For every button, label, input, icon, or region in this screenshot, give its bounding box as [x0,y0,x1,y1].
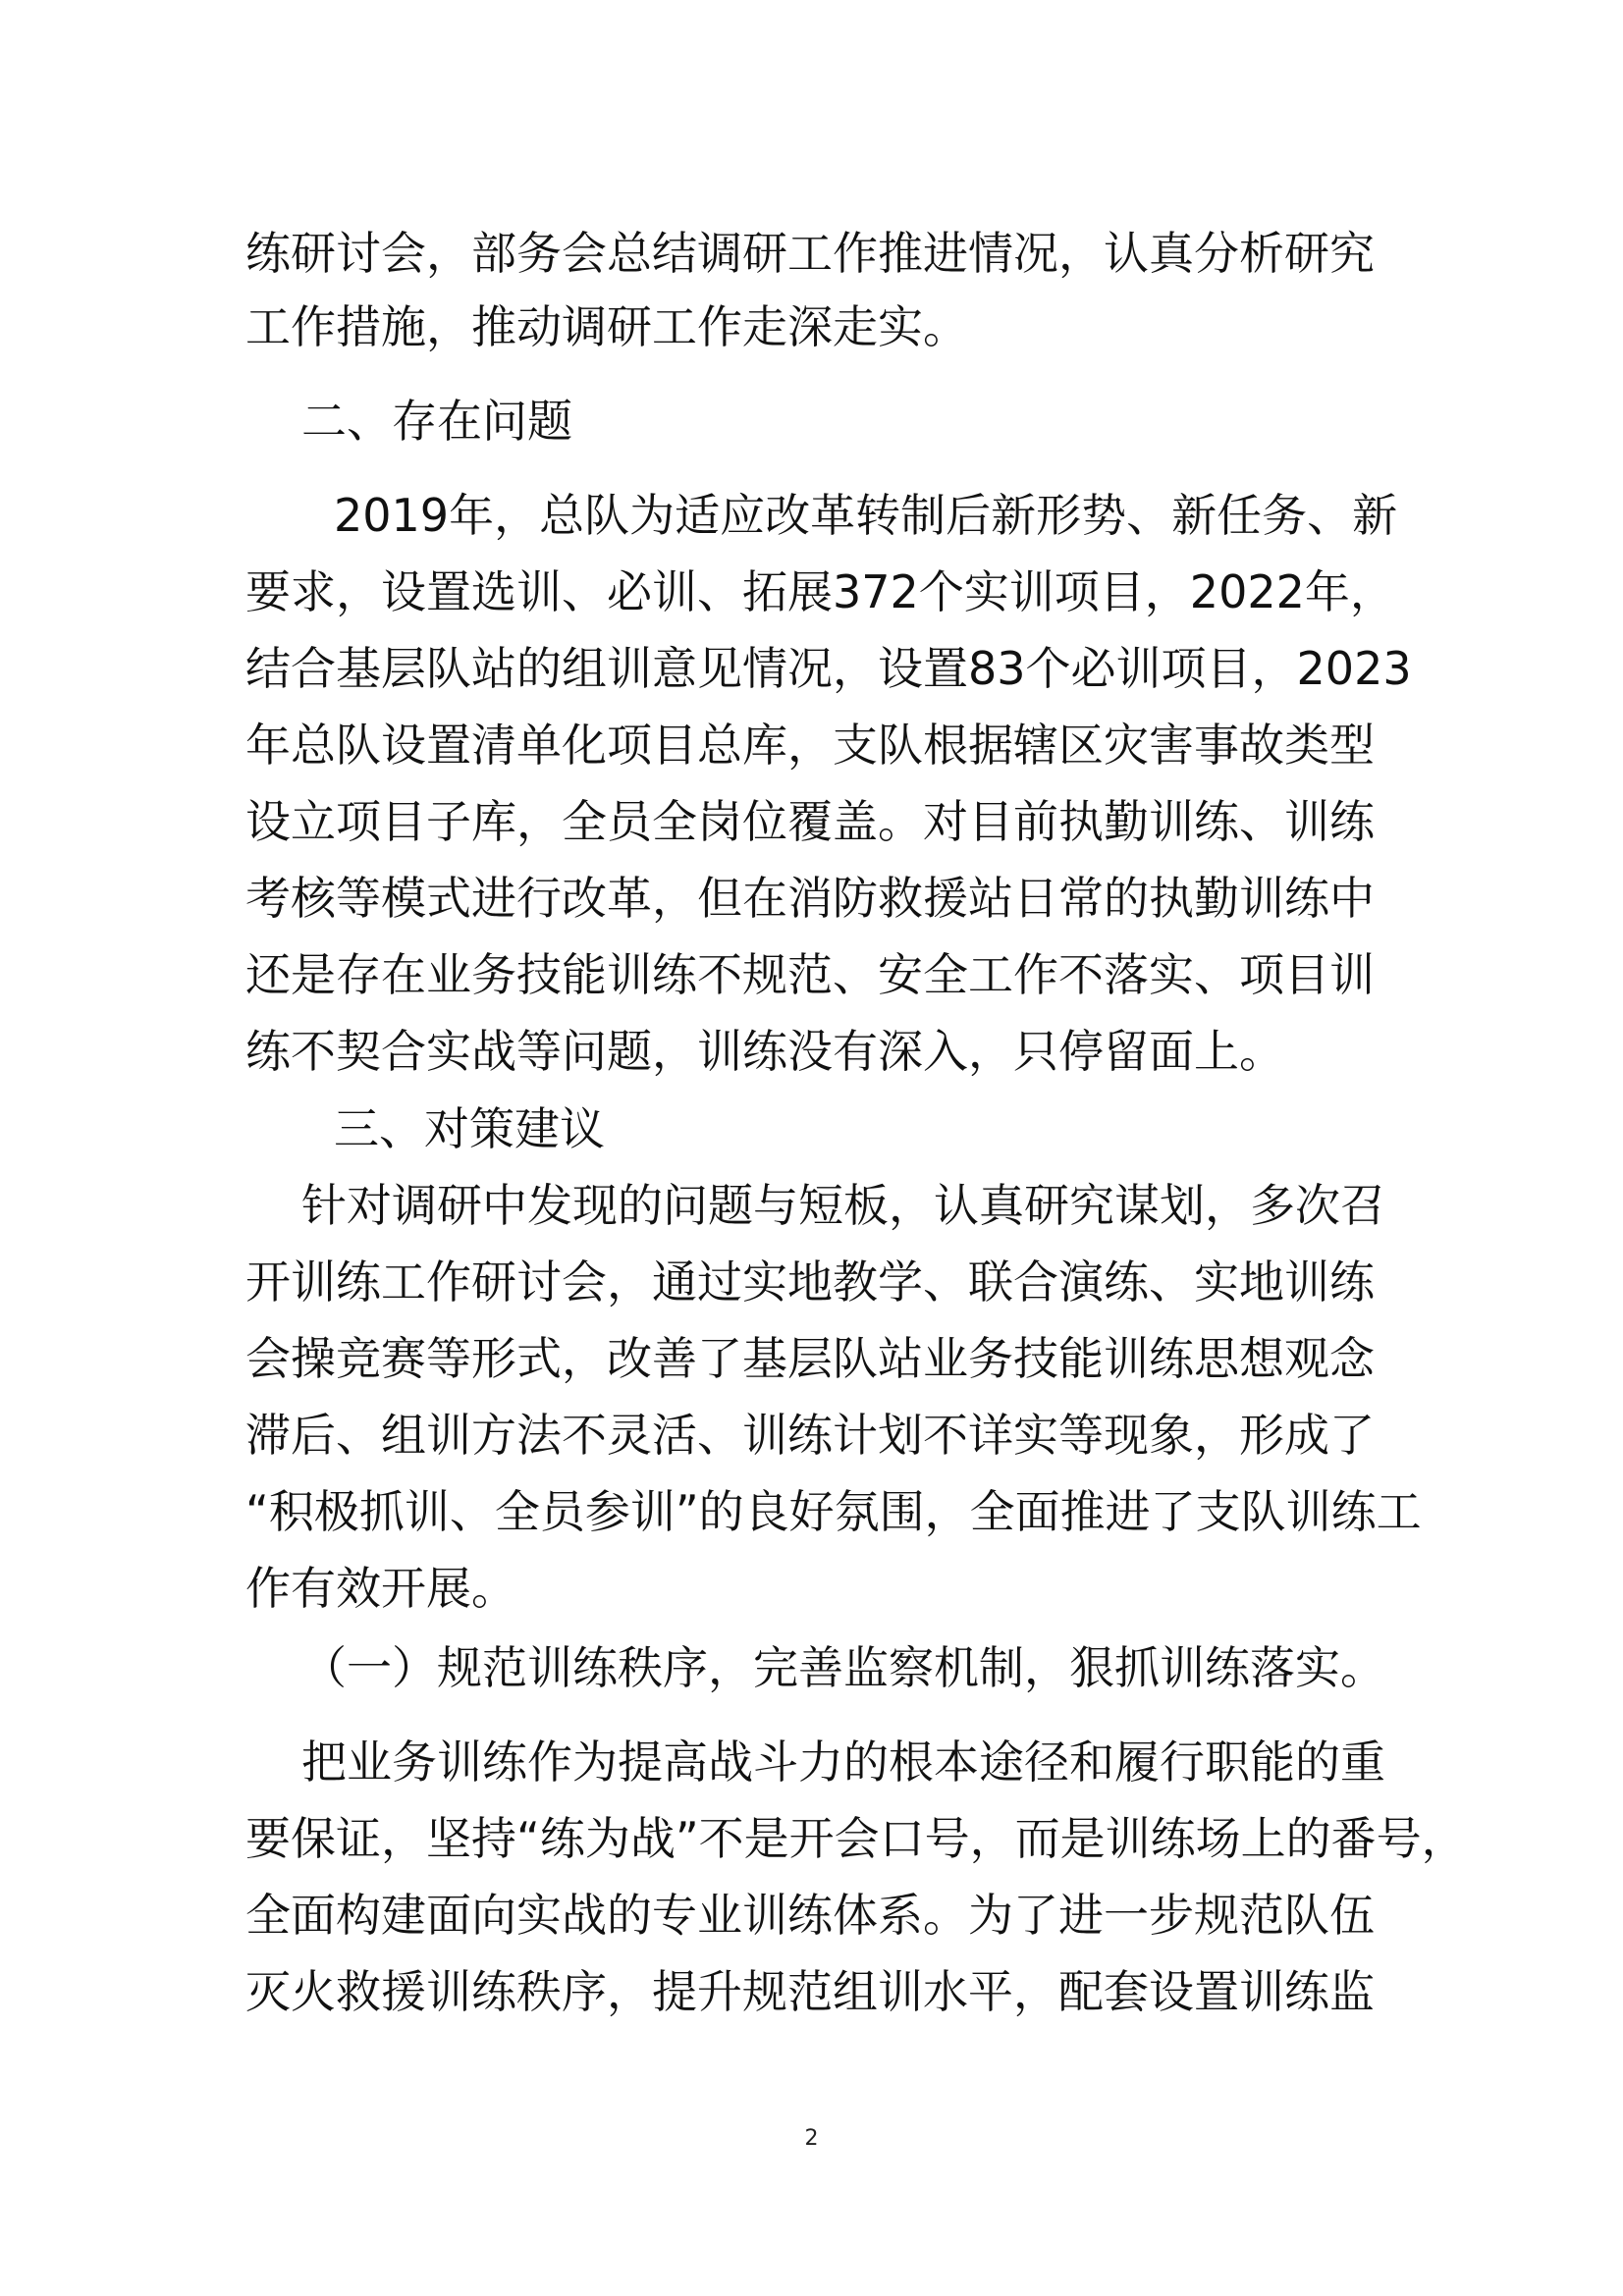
text-line: 把业务训练作为提高战斗力的根本途径和履行职能的重 [301,1735,1385,1789]
text-line: 针对调研中发现的问题与短板，认真研究谋划，多次召 [301,1179,1385,1232]
text-line: 2019年，总队为适应改革转制后新形势、新任务、新 [334,489,1398,542]
text-line: 工作措施，推动调研工作走深走实。 [245,300,968,353]
text-line: 练研讨会，部务会总结调研工作推进情况，认真分析研究 [245,227,1375,280]
text-line: 会操竞赛等形式，改善了基层队站业务技能训练思想观念 [245,1332,1375,1385]
text-line: 全面构建面向实战的专业训练体系。为了进一步规范队伍 [245,1889,1375,1942]
text-line: 作有效开展。 [245,1562,516,1615]
text-line: 灭火救援训练秩序，提升规范组训水平，配套设置训练监 [245,1965,1375,2018]
text-line: 练不契合实战等问题，训练没有深入，只停留面上。 [245,1025,1284,1078]
text-line: 要保证，坚持“练为战”不是开会口号，而是训练场上的番号， [245,1812,1467,1865]
text-line: 年总队设置清单化项目总库，支队根据辖区灾害事故类型 [245,719,1375,772]
subsection-heading: （一）规范训练秩序，完善监察机制，狠抓训练落实。 [301,1641,1385,1694]
text-line: 滞后、组训方法不灵活、训练计划不详实等现象，形成了 [245,1409,1375,1462]
text-line: “积极抓训、全员参训”的良好氛围，全面推进了支队训练工 [245,1485,1422,1538]
text-line: 要求，设置选训、必训、拓展372个实训项目，2022年， [245,565,1395,618]
text-line: 还是存在业务技能训练不规范、安全工作不落实、项目训 [245,948,1375,1001]
section-heading: 三、对策建议 [334,1102,605,1155]
text-line: 考核等模式进行改革，但在消防救援站日常的执勤训练中 [245,872,1375,925]
section-heading: 二、存在问题 [301,395,572,448]
text-line: 开训练工作研讨会，通过实地教学、联合演练、实地训练 [245,1255,1375,1308]
text-line: 结合基层队站的组训意见情况，设置83个必训项目，2023 [245,642,1412,695]
page-number: 2 [804,2126,819,2151]
text-line: 设立项目子库，全员全岗位覆盖。对目前执勤训练、训练 [245,795,1375,848]
